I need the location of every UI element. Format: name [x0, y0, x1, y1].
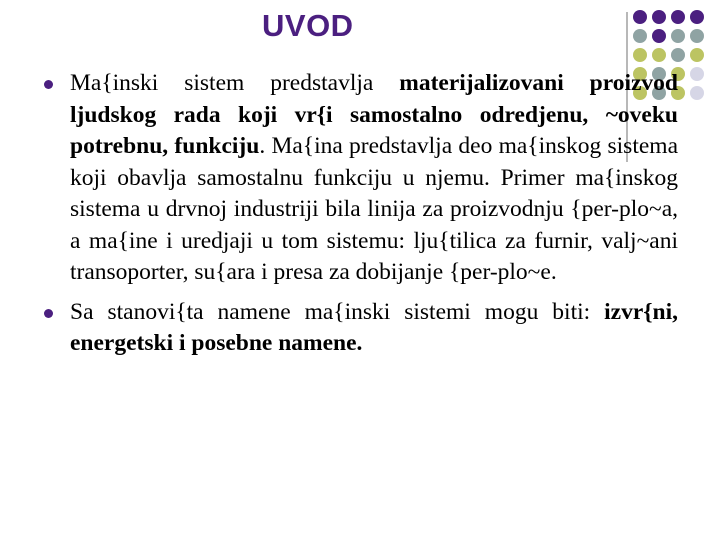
decorative-dot: [690, 48, 704, 62]
slide-title: UVOD: [262, 8, 354, 43]
decorative-dot: [690, 67, 704, 81]
decorative-dot: [690, 86, 704, 100]
bullet-dot-icon: [44, 80, 53, 89]
bullet-item-2: [44, 297, 678, 360]
bullet-2-text-start: Sa stanovi{ta namene ma{inski sistemi mogu biti:: [70, 298, 605, 325]
bullet-1-text-end: . Ma{ina predstavlja deo ma{inskog sistema koji obavlja samostalnu funkciju u njemu. Primer ma{inskog sistema u drvnoj industriji bila linija za proizvodnju {per-plo~a, a ma{ine i uredjaji u tom sistemu: lju{tilica za furnir, valj~ani transoporter, su{ara i presa za dobijanje {per-plo~e.: [70, 133, 679, 285]
decorative-dot: [633, 29, 647, 43]
decorative-dot: [633, 10, 647, 24]
decorative-dot: [690, 10, 704, 24]
decorative-dot: [690, 29, 704, 43]
decorative-dot: [652, 10, 666, 24]
decorative-dot: [652, 48, 666, 62]
bullet-2-bold-types: izvr{ni, energetski i posebne namene.: [70, 298, 678, 356]
decorative-dot: [671, 10, 685, 24]
bullet-item-1: [44, 68, 678, 289]
decorative-dot: [633, 48, 647, 62]
decorative-dot: [671, 48, 685, 62]
bullet-1-bold-definition: materijalizovani proizvod ljudskog rada koji vr{i samostalno odredjenu, ~oveku potrebnu, funkciju: [70, 70, 679, 159]
decorative-dot: [671, 29, 685, 43]
decorative-dot: [652, 29, 666, 43]
bullet-dot-icon: [44, 309, 53, 318]
bullet-1-text-start: Ma{inski sistem predstavlja: [70, 70, 400, 96]
slide-body: [44, 68, 678, 368]
